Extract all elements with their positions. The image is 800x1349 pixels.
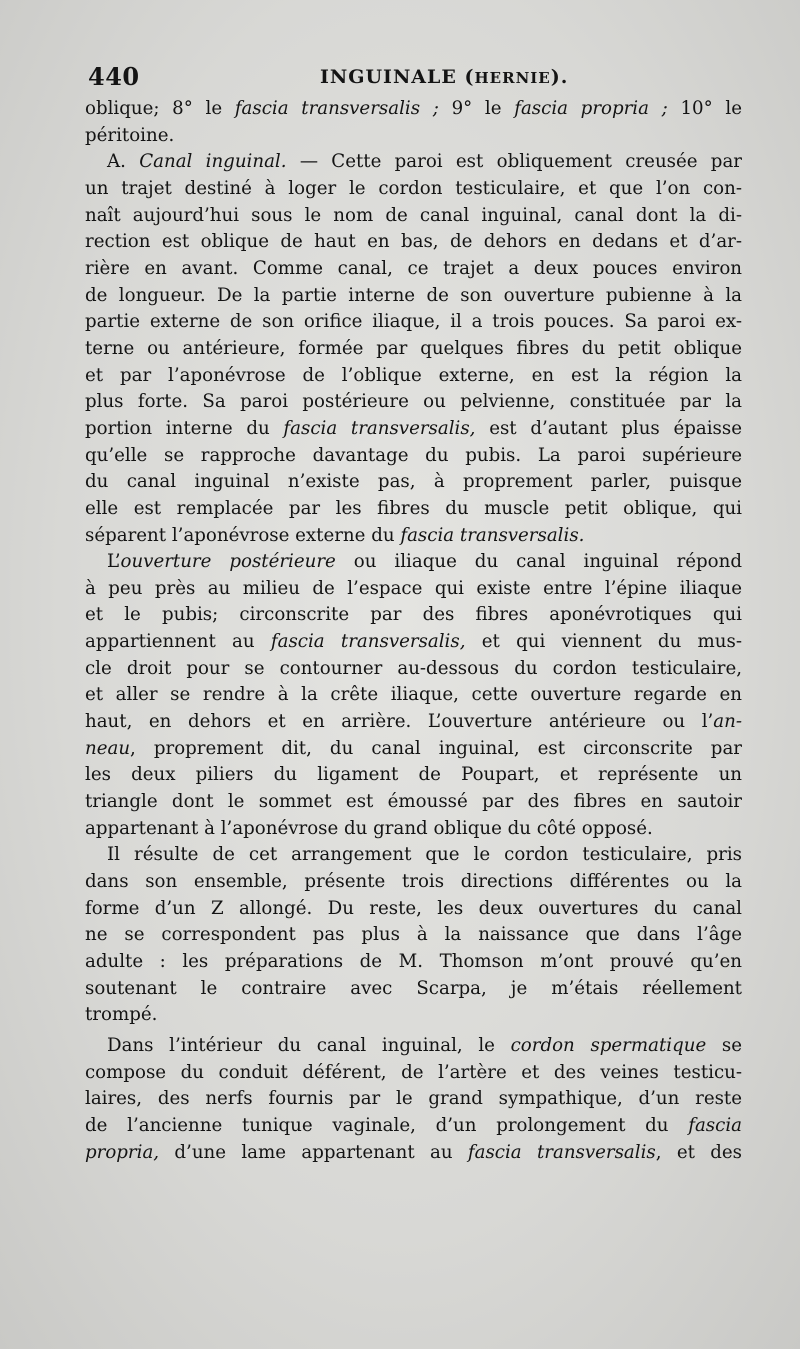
- text-line: neau, proprement dit, du canal inguinal, est circonscrite par: [85, 737, 742, 759]
- text-line: portion interne du fascia transversalis, est d’autant plus épaisse: [85, 417, 742, 439]
- text-line: rière en avant. Comme canal, ce trajet a deux pouces environ: [85, 257, 742, 279]
- text-line: à peu près au milieu de l’espace qui existe entre l’épine iliaque: [85, 577, 742, 599]
- paragraph-arrangement: [85, 842, 742, 1029]
- text-line: de l’ancienne tunique vaginale, d’un prolongement du fascia: [85, 1114, 742, 1136]
- paragraph-ouverture: [85, 549, 742, 842]
- text-line: appartiennent au fascia transversalis, et qui viennent du mus-: [85, 631, 742, 653]
- text-line: péritoine.: [85, 124, 175, 146]
- text-line: L’ouverture postérieure ou iliaque du canal inguinal répond: [107, 551, 742, 573]
- paragraph-continuation: [85, 96, 742, 149]
- text-line: soutenant le contraire avec Scarpa, je m’étais réellement: [85, 977, 742, 999]
- text-line: et le pubis; circonscrite par des fibres aponévrotiques qui: [85, 604, 742, 626]
- text-line: Il résulte de cet arrangement que le cordon testiculaire, pris: [107, 844, 742, 866]
- text-line: A. Canal inguinal. — Cette paroi est obliquement creusée par: [107, 151, 742, 173]
- text-line: un trajet destiné à loger le cordon testiculaire, et que l’on con-: [85, 177, 742, 199]
- paragraph-interieur: [85, 1033, 742, 1166]
- text-line: Dans l’intérieur du canal inguinal, le cordon spermatique se: [107, 1034, 742, 1056]
- text-line: terne ou antérieure, formée par quelques fibres du petit oblique: [85, 337, 742, 359]
- text-line: dans son ensemble, présente trois directions différentes ou la: [85, 871, 742, 893]
- running-head: INGUINALE (HERNIE).: [320, 66, 569, 88]
- text-line: adulte : les préparations de M. Thomson m’ont prouvé qu’en: [85, 951, 742, 972]
- text-line: laires, des nerfs fournis par le grand sympathique, d’un reste: [85, 1088, 742, 1110]
- text-line: appartenant à l’aponévrose du grand oblique du côté opposé.: [85, 817, 653, 839]
- text-line: de longueur. De la partie interne de son ouverture pubienne à la: [85, 284, 742, 306]
- text-line: les deux piliers du ligament de Poupart, et représente un: [85, 764, 742, 786]
- text-line: naît aujourd’hui sous le nom de canal inguinal, canal dont la di-: [85, 204, 742, 226]
- text-line: du canal inguinal n’existe pas, à proprement parler, puisque: [85, 471, 742, 493]
- text-line: haut, en dehors et en arrière. L’ouverture antérieure ou l’an-: [85, 711, 742, 733]
- text-line: ne se correspondent pas plus à la naissance que dans l’âge: [85, 924, 742, 946]
- page-number: 440: [88, 62, 140, 91]
- text-line: cle droit pour se contourner au-dessous du cordon testiculaire,: [85, 657, 742, 679]
- text-line: oblique; 8° le fascia transversalis ; 9° le fascia propria ; 10° le: [85, 98, 742, 119]
- text-line: et aller se rendre à la crête iliaque, cette ouverture regarde en: [85, 684, 742, 706]
- text-line: trompé.: [85, 1004, 158, 1026]
- text-line: partie externe de son orifice iliaque, il a trois pouces. Sa paroi ex-: [85, 311, 742, 333]
- text-line: elle est remplacée par les fibres du muscle petit oblique, qui: [85, 497, 742, 519]
- page-header: [88, 62, 748, 92]
- paragraph-canal-inguinal: [85, 149, 742, 549]
- text-line: compose du conduit déférent, de l’artère et des veines testicu-: [85, 1061, 742, 1083]
- text-line: rection est oblique de haut en bas, de dehors en dedans et d’ar-: [85, 231, 742, 253]
- text-line: qu’elle se rapproche davantage du pubis. La paroi supérieure: [85, 444, 742, 466]
- text-line: forme d’un Z allongé. Du reste, les deux ouvertures du canal: [85, 897, 742, 919]
- text-line: triangle dont le sommet est émoussé par des fibres en sautoir: [85, 791, 742, 813]
- text-line: séparent l’aponévrose externe du fascia transversalis.: [85, 524, 585, 546]
- text-line: plus forte. Sa paroi postérieure ou pelvienne, constituée par la: [85, 391, 742, 413]
- body-text: [85, 96, 742, 1166]
- text-line: et par l’aponévrose de l’oblique externe, en est la région la: [85, 364, 742, 386]
- text-line: propria, d’une lame appartenant au fascia transversalis, et des: [85, 1141, 742, 1163]
